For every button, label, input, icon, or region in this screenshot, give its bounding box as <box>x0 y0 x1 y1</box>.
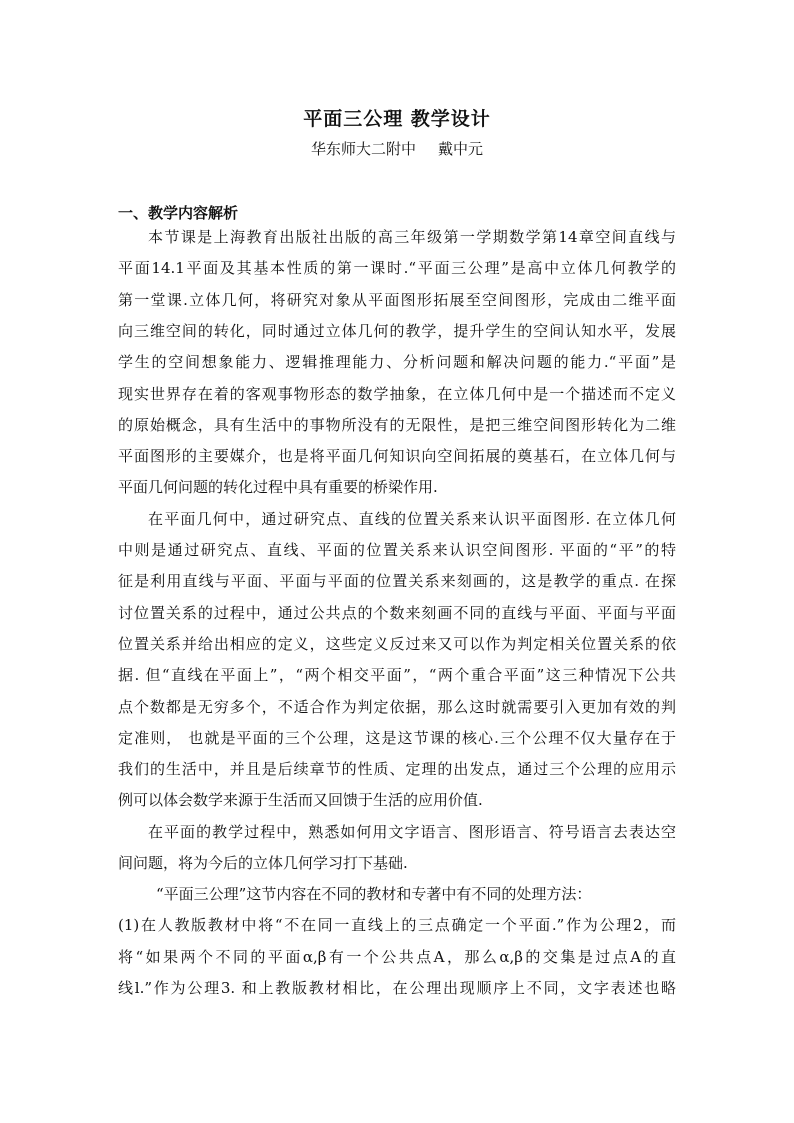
body-line: 中则是通过研究点、直线、平面的位置关系来认识空间图形. 平面的“平”的特 <box>118 541 676 559</box>
document-title: 平面三公理 教学设计 <box>303 108 491 130</box>
author-line <box>0 138 794 159</box>
body-line: 的原始概念，具有生活中的事物所没有的无限性，是把三维空间图形转化为二维 <box>118 416 676 434</box>
body-line: 位置关系并给出相应的定义，这些定义反过来又可以作为判定相关位置关系的依 <box>118 635 676 653</box>
body-line: 间问题，将为今后的立体几何学习打下基础. <box>118 854 408 872</box>
body-line: 例可以体会数学来源于生活而又回馈于生活的应用价值. <box>118 791 483 809</box>
author-school: 华东师大二附中 <box>310 140 416 158</box>
body-line: 征是利用直线与平面、平面与平面的位置关系来刻画的，这是教学的重点. 在探 <box>118 572 676 590</box>
body-line: 据. 但“直线在平面上”，“两个相交平面”，“两个重合平面”这三种情况下公共 <box>118 666 676 684</box>
body-line: 平面几何问题的转化过程中具有重要的桥梁作用. <box>118 478 438 496</box>
body-line: 定准则， 也就是平面的三个公理，这是这节课的核心.三个公理不仅大量存在于 <box>118 729 676 747</box>
section-heading: 一、教学内容解析 <box>118 204 239 222</box>
body-line: 在平面的教学过程中，熟悉如何用文字语言、图形语言、符号语言去表达空 <box>148 823 676 841</box>
author-name: 戴中元 <box>438 140 484 158</box>
body-line: 在平面几何中，通过研究点、直线的位置关系来认识平面图形. 在立体几何 <box>148 510 676 528</box>
body-line: 本节课是上海教育出版社出版的高三年级第一学期数学第14章空间直线与 <box>148 228 676 246</box>
body-line: “平面三公理”这节内容在不同的教材和专著中有不同的处理方法： <box>156 885 592 903</box>
body-line: 讨位置关系的过程中，通过公共点的个数来刻画不同的直线与平面、平面与平面 <box>118 604 676 622</box>
body-line: 点个数都是无穷多个，不适合作为判定依据，那么这时就需要引入更加有效的判 <box>118 698 676 716</box>
body-line: 平面图形的主要媒介，也是将平面几何知识向空间拓展的奠基石，在立体几何与 <box>118 447 676 465</box>
body-line: (1)在人教版教材中将“不在同一直线上的三点确定一个平面.”作为公理2，而 <box>118 916 676 934</box>
body-line: 学生的空间想象能力、逻辑推理能力、分析问题和解决问题的能力.“平面”是 <box>118 353 676 371</box>
body-line: 我们的生活中，并且是后续章节的性质、定理的出发点，通过三个公理的应用示 <box>118 760 676 778</box>
body-line: 向三维空间的转化，同时通过立体几何的教学，提升学生的空间认知水平，发展 <box>118 322 676 340</box>
body-line: 现实世界存在着的客观事物形态的数学抽象，在立体几何中是一个描述而不定义 <box>118 385 676 403</box>
body-line: 第一堂课.立体几何，将研究对象从平面图形拓展至空间图形，完成由二维平面 <box>118 291 676 309</box>
body-line: 线l.”作为公理3. 和上教版教材相比，在公理出现顺序上不同，文字表述也略 <box>118 979 676 997</box>
body-line: 将“如果两个不同的平面α,β有一个公共点A，那么α,β的交集是过点A的直 <box>118 948 676 966</box>
body-line: 平面14.1平面及其基本性质的第一课时.“平面三公理”是高中立体几何教学的 <box>118 259 676 277</box>
